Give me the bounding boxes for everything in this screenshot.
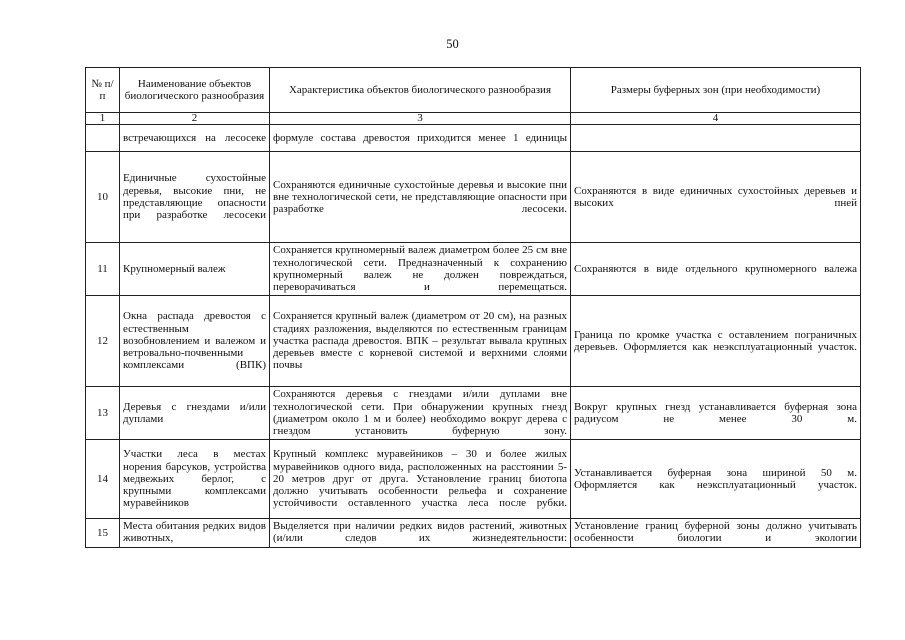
header-characteristic: Характеристика объектов биологического разнообразия xyxy=(270,68,571,113)
row-number: 12 xyxy=(86,296,120,387)
buffer-zone-cell: Вокруг крупных гнезд устанавливается буферная зона радиусом не менее 30 м. xyxy=(571,387,861,440)
header-buffer-zone: Размеры буферных зон (при необходимости) xyxy=(571,68,861,113)
buffer-zone-cell: Сохраняются в виде единичных сухостойных деревьев и высоких пней xyxy=(571,152,861,243)
object-name-cell: Крупномерный валеж xyxy=(120,243,270,296)
object-name-cell: Деревья с гнездами и/или дуплами xyxy=(120,387,270,440)
characteristic-cell: формуле состава древостоя приходится менее 1 единицы xyxy=(270,125,571,152)
buffer-zone-cell: Граница по кромке участка с оставлением пограничных деревьев. Оформляется как неэксплуатационный участок. xyxy=(571,296,861,387)
object-name-cell: встречающихся на лесосеке xyxy=(120,125,270,152)
row-number: 11 xyxy=(86,243,120,296)
column-number: 1 xyxy=(86,113,120,125)
characteristic-cell: Крупный комплекс муравейников – 30 и более жилых муравейников одного вида, расположенных на расстоянии 5-20 метров друг от друга. Установление границ биотопа должно учитывать особенности рельефа и сохранение устойчивости оставленного участка леса после рубки. xyxy=(270,440,571,519)
header-object-name: Наименование объектов биологического разнообразия xyxy=(120,68,270,113)
column-number-row xyxy=(86,113,861,125)
characteristic-cell: Сохраняются деревья с гнездами и/или дуплами вне технологической сети. При обнаружении крупных гнезд (диаметром около 1 м и более) необходимо вокруг дерева с гнездом установить буферную зону. xyxy=(270,387,571,440)
column-number: 4 xyxy=(571,113,861,125)
table-row xyxy=(86,387,861,440)
object-name-cell: Места обитания редких видов животных, xyxy=(120,519,270,548)
column-number: 3 xyxy=(270,113,571,125)
biodiversity-table xyxy=(85,67,861,548)
table-row xyxy=(86,152,861,243)
row-number xyxy=(86,125,120,152)
table-row xyxy=(86,296,861,387)
characteristic-cell: Сохраняется крупный валеж (диаметром от 20 см), на разных стадиях разложения, выделяются по естественным границам участка распада древостоя. ВПК – результат вывала крупных деревьев вместе с корневой системой и верхними слоями почвы xyxy=(270,296,571,387)
row-number: 15 xyxy=(86,519,120,548)
characteristic-cell: Сохраняются единичные сухостойные деревья и высокие пни вне технологической сети, не представляющие опасности при разработке лесосеки. xyxy=(270,152,571,243)
buffer-zone-cell: Устанавливается буферная зона шириной 50 м. Оформляется как неэксплуатационный участок. xyxy=(571,440,861,519)
table-header-row xyxy=(86,68,861,113)
object-name-cell: Окна распада древостоя с естественным возобновлением и валежом и ветровально-почвенными комплексами (ВПК) xyxy=(120,296,270,387)
buffer-zone-cell xyxy=(571,125,861,152)
column-number: 2 xyxy=(120,113,270,125)
row-number: 13 xyxy=(86,387,120,440)
table-row xyxy=(86,125,861,152)
table-row xyxy=(86,519,861,548)
characteristic-cell: Сохраняется крупномерный валеж диаметром более 25 см вне технологической сети. Предназначенный к сохранению крупномерный валеж не должен повреждаться, переворачиваться и перемещаться. xyxy=(270,243,571,296)
table-row xyxy=(86,243,861,296)
header-number: № п/п xyxy=(86,68,120,113)
buffer-zone-cell: Сохраняются в виде отдельного крупномерного валежа xyxy=(571,243,861,296)
buffer-zone-cell: Установление границ буферной зоны должно учитывать особенности биологии и экологии xyxy=(571,519,861,548)
row-number: 10 xyxy=(86,152,120,243)
page-number: 50 xyxy=(446,37,459,51)
table-row xyxy=(86,440,861,519)
table-viewport xyxy=(85,67,865,579)
characteristic-cell: Выделяется при наличии редких видов растений, животных (и/или следов их жизнедеятельности: xyxy=(270,519,571,548)
object-name-cell: Единичные сухостойные деревья, высокие пни, не представляющие опасности при разработке лесосеки xyxy=(120,152,270,243)
row-number: 14 xyxy=(86,440,120,519)
object-name-cell: Участки леса в местах норения барсуков, устройства медвежьих берлог, с крупными комплексами муравейников xyxy=(120,440,270,519)
